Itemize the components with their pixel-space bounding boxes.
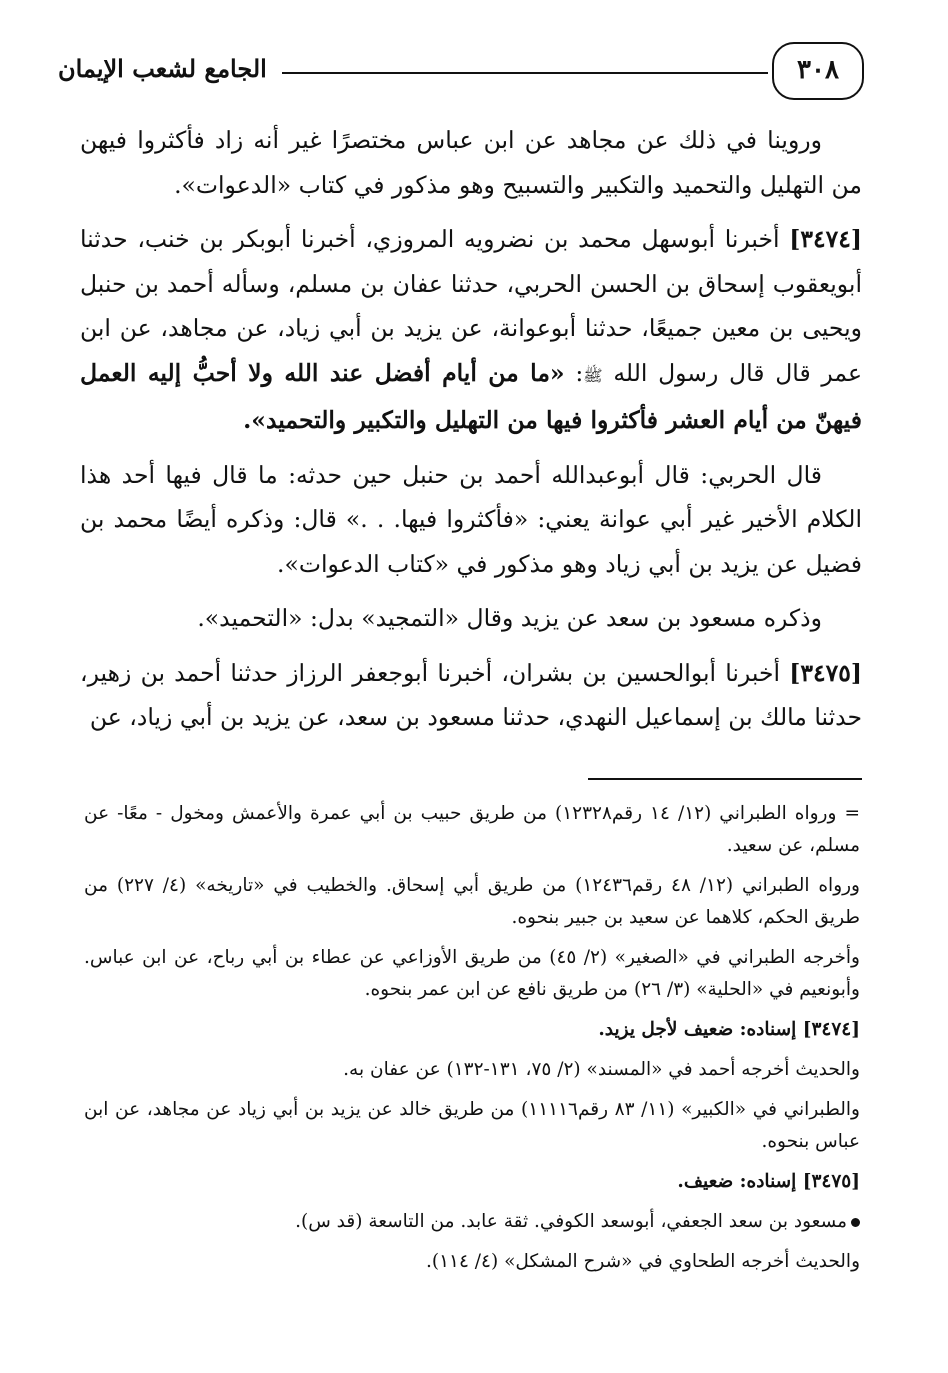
paragraph-intro: وروينا في ذلك عن مجاهد عن ابن عباس مختصرًا غير أنه زاد فأكثروا فيهن من التهليل والتحميد والتكبير والتسبيح وهو مذكور في كتاب «الدعوات». (80, 126, 862, 199)
hadith-number: [٣٤٧٥] (789, 658, 862, 687)
hadith-3474 (80, 217, 862, 443)
book-title: الجامع لشعب الإيمان (58, 54, 267, 83)
bullet-icon (851, 1218, 860, 1227)
footnote-line: = ورواه الطبراني (١٢/ ١٤ رقم١٢٣٢٨) من طريق حبيب بن أبي عمرة والأعمش ومخول - معًا- عن مسلم، عن سعيد. (84, 803, 860, 856)
page-number: ٣٠٨ (772, 42, 864, 100)
footnote-text: مسعود بن سعد الجعفي، أبوسعد الكوفي. ثقة عابد. من التاسعة (قد س). (295, 1211, 847, 1232)
paragraph-masud: وذكره مسعود بن سعد عن يزيد وقال «التمجيد» بدل: «التحميد». (197, 604, 822, 632)
hadith-isnad: أخبرنا أبوالحسين بن بشران، أخبرنا أبوجعفر الرزاز حدثنا أحمد بن زهير، حدثنا مالك بن إسماعيل النهدي، حدثنا مسعود بن سعد، عن يزيد بن أبي زياد، عن (80, 658, 862, 731)
footnotes (84, 798, 860, 1286)
footnote-divider (588, 778, 862, 780)
page-header (58, 36, 864, 104)
hadith-isnad: أخبرنا أبوسهل محمد بن نضرويه المروزي، أخبرنا أبوبكر بن خنب، حدثنا أبويعقوب إسحاق بن الحسن الحربي، حدثنا عفان بن مسلم، وسأله أحمد بن حنبل ويحيى بن معين جميعًا، حدثنا أبوعوانة، عن يزيد بن أبي زياد، عن مجاهد، عن ابن عمر قال قال رسول الله (80, 225, 862, 387)
footnote-heading: [٣٤٧٥] إسناده: ضعيف. (677, 1171, 860, 1192)
hadith-matn: «ما من أيام أفضل عند الله ولا أحبُّ إليه العمل فيهنّ من أيام العشر فأكثروا فيها من التهليل والتكبير والتحميد». (80, 358, 862, 434)
footnote-line: والحديث أخرجه الطحاوي في «شرح المشكل» (٤/ ١١٤). (426, 1251, 860, 1272)
footnote-bullet-line (84, 1206, 860, 1238)
footnote-line: ورواه الطبراني (١٢/ ٤٨ رقم١٢٤٣٦) من طريق أبي إسحاق. والخطيب في «تاريخه» (٤/ ٢٢٧) من طريق الحكم، كلاهما عن سعيد بن جبير بنحوه. (84, 875, 860, 928)
paragraph-harbi: قال الحربي: قال أبوعبدالله أحمد بن حنبل حين حدثه: ما قال فيها أحد هذا الكلام الأخير غير أبي عوانة يعني: «فأكثروا فيها. . .» قال: وذكره أيضًا محمد بن فضيل عن يزيد بن أبي زياد وهو مذكور في «كتاب الدعوات». (80, 460, 862, 578)
hadith-colon: : (575, 358, 584, 387)
main-text (80, 118, 862, 750)
salutation-glyph: ﷺ (583, 365, 603, 385)
footnote-line: والحديث أخرجه أحمد في «المسند» (٢/ ٧٥، ١٣١-١٣٢) عن عفان به. (343, 1059, 860, 1080)
footnote-heading: [٣٤٧٤] إسناده: ضعيف لأجل يزيد. (598, 1019, 860, 1040)
footnote-line: والطبراني في «الكبير» (١١/ ٨٣ رقم١١١١٦) من طريق خالد عن يزيد بن أبي زياد عن مجاهد، عن ابن عباس بنحوه. (84, 1099, 860, 1152)
hadith-3475 (80, 651, 862, 740)
hadith-number: [٣٤٧٤] (789, 225, 862, 253)
header-rule (282, 72, 768, 74)
footnote-line: وأخرجه الطبراني في «الصغير» (٢/ ٤٥) من طريق الأوزاعي عن عطاء بن أبي رباح، عن ابن عباس. وأبونعيم في «الحلية» (٣/ ٢٦) من طريق نافع عن ابن عمر بنحوه. (84, 947, 860, 1000)
